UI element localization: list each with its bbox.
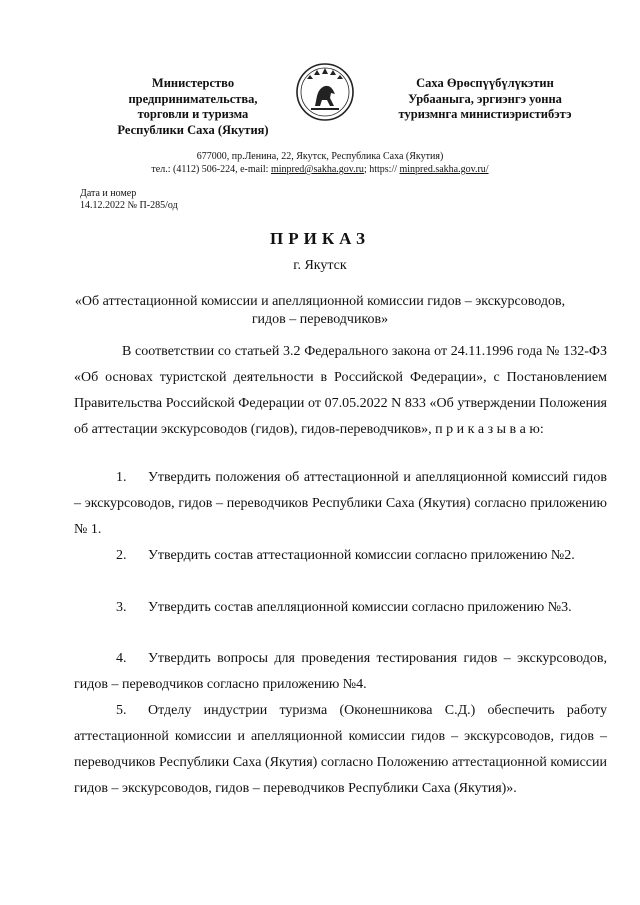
ministry-name-yakut bbox=[380, 76, 590, 123]
ministry-name-line: Саха Өрөспүүбүлүкэтин bbox=[416, 76, 554, 90]
email-link[interactable]: minpred@sakha.gov.ru bbox=[270, 164, 364, 175]
item-number: 2. bbox=[116, 548, 127, 563]
order-item bbox=[74, 595, 607, 621]
ministry-name-line: туризмнга министиэристибэтэ bbox=[398, 107, 572, 121]
contact-line bbox=[0, 163, 640, 176]
item-text: Отделу индустрии туризма (Оконешникова С.Д.) обеспечить работу аттестационной комиссии и апелляционной комиссии гидов – экскурсоводов, гидов – переводчиков Республики Саха (Якутия) согласно Положению аттестационной комиссии гидов – экскурсоводов, гидов – переводчиков Республики Саха (Якутия)». bbox=[74, 703, 607, 796]
order-item bbox=[74, 543, 607, 569]
document-city: г. Якутск bbox=[293, 258, 347, 273]
phone-text: тел.: (4112) 506-224, e-mail: bbox=[151, 164, 271, 175]
item-text: Утвердить состав апелляционной комиссии согласно приложению №3. bbox=[148, 600, 572, 615]
order-item bbox=[74, 646, 607, 698]
intro-paragraph bbox=[74, 339, 607, 443]
ministry-name-line: Министерство bbox=[151, 76, 235, 90]
item-number: 3. bbox=[116, 600, 127, 615]
ministry-address bbox=[0, 150, 640, 176]
ministry-name-line: Республики Саха (Якутия) bbox=[117, 122, 269, 137]
order-item bbox=[74, 698, 607, 802]
ministry-name-line: предпринимательства, bbox=[128, 91, 258, 106]
separator-text: ; https:// bbox=[363, 164, 400, 175]
document-subject: «Об аттестационной комиссии и апелляционной комиссии гидов – экскурсоводов, гидов – переводчиков» bbox=[74, 294, 566, 327]
ministry-name-line: торговли и туризма bbox=[137, 107, 249, 121]
date-label: Дата и номер bbox=[80, 188, 137, 199]
ministry-name-russian bbox=[78, 76, 308, 138]
date-value: 14.12.2022 № П-285/од bbox=[80, 200, 178, 211]
ministry-name-line: Урбааныга, эргиэнгэ уонна bbox=[408, 91, 562, 106]
document-title: ПРИКАЗ bbox=[270, 229, 370, 248]
intro-text: В соответствии со статьей 3.2 Федерального закона от 24.11.1996 года № 132-ФЗ «Об основах туристской деятельности в Российской Федерации», с Постановлением Правительства Российской Федерации от 07.05.2022 N 833 «Об утверждении Положения об аттестации экскурсоводов (гидов), гидов-переводчиков», п р и к а з ы в а ю: bbox=[74, 344, 607, 437]
item-text: Утвердить вопросы для проведения тестирования гидов – экскурсоводов, гидов – переводчиков согласно приложению №4. bbox=[74, 651, 607, 692]
order-item bbox=[74, 465, 607, 543]
item-number: 1. bbox=[116, 470, 127, 485]
item-number: 5. bbox=[116, 703, 127, 718]
coat-of-arms-icon bbox=[295, 62, 355, 122]
website-link[interactable]: minpred.sakha.gov.ru/ bbox=[399, 164, 489, 175]
item-number: 4. bbox=[116, 651, 127, 666]
item-text: Утвердить положения об аттестационной и апелляционной комиссий гидов – экскурсоводов, гидов – переводчиков Республики Саха (Якутия) согласно приложению № 1. bbox=[74, 470, 607, 537]
item-text: Утвердить состав аттестационной комиссии согласно приложению №2. bbox=[148, 548, 575, 563]
address-line: 677000, пр.Ленина, 22, Якутск, Республика Саха (Якутия) bbox=[196, 151, 444, 162]
date-number-block bbox=[80, 188, 178, 212]
